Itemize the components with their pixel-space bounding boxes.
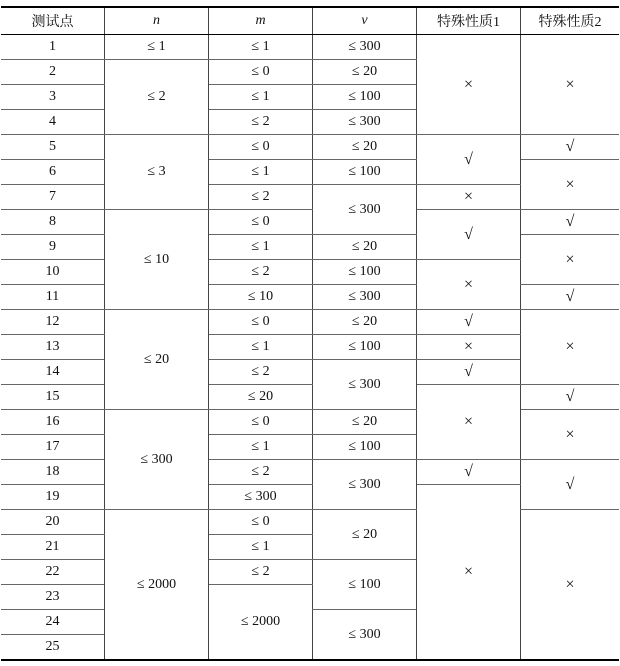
test-data-table [1,6,619,661]
header-v: v [313,7,417,35]
v-bound: ≤ 300 [313,35,417,60]
test-point-id: 18 [1,460,105,485]
v-bound: ≤ 20 [313,135,417,160]
property-2-cell: × [521,235,620,285]
v-bound: ≤ 20 [313,60,417,85]
property-1-cell: × [417,485,521,661]
m-bound: ≤ 1 [209,160,313,185]
property-2-cell: √ [521,285,620,310]
test-point-id: 13 [1,335,105,360]
table-row [1,35,619,60]
test-point-id: 15 [1,385,105,410]
test-point-id: 14 [1,360,105,385]
property-2-cell: × [521,35,620,135]
table-row [1,235,619,260]
n-bound: ≤ 1 [105,35,209,60]
m-bound: ≤ 2000 [209,585,313,661]
m-bound: ≤ 2 [209,560,313,585]
table-row [1,210,619,235]
v-bound: ≤ 300 [313,110,417,135]
v-bound: ≤ 100 [313,560,417,610]
test-point-id: 12 [1,310,105,335]
property-2-cell: √ [521,385,620,410]
test-point-id: 8 [1,210,105,235]
m-bound: ≤ 0 [209,60,313,85]
v-bound: ≤ 100 [313,335,417,360]
m-bound: ≤ 2 [209,360,313,385]
test-point-id: 17 [1,435,105,460]
m-bound: ≤ 1 [209,435,313,460]
v-bound: ≤ 100 [313,435,417,460]
m-bound: ≤ 300 [209,485,313,510]
m-bound: ≤ 0 [209,210,313,235]
test-point-id: 3 [1,85,105,110]
table-row [1,285,619,310]
table-row [1,385,619,410]
test-point-id: 6 [1,160,105,185]
property-1-cell: × [417,260,521,310]
property-2-cell: × [521,160,620,210]
property-1-cell: × [417,185,521,210]
test-point-id: 2 [1,60,105,85]
n-bound: ≤ 10 [105,210,209,310]
n-bound: ≤ 300 [105,410,209,510]
v-bound: ≤ 100 [313,85,417,110]
test-point-id: 1 [1,35,105,60]
property-2-cell: × [521,410,620,460]
n-bound: ≤ 20 [105,310,209,410]
test-point-id: 11 [1,285,105,310]
table-row [1,410,619,435]
m-bound: ≤ 0 [209,410,313,435]
v-bound: ≤ 100 [313,260,417,285]
v-bound: ≤ 20 [313,410,417,435]
table-row [1,135,619,160]
header-m: m [209,7,313,35]
n-bound: ≤ 2 [105,60,209,135]
v-bound: ≤ 20 [313,510,417,560]
test-point-id: 5 [1,135,105,160]
test-point-id: 9 [1,235,105,260]
m-bound: ≤ 0 [209,510,313,535]
test-point-id: 16 [1,410,105,435]
test-point-id: 4 [1,110,105,135]
property-2-cell: √ [521,210,620,235]
property-1-cell: √ [417,460,521,485]
v-bound: ≤ 20 [313,235,417,260]
header-property-1: 特殊性质1 [417,7,521,35]
test-point-id: 10 [1,260,105,285]
test-point-id: 23 [1,585,105,610]
v-bound: ≤ 300 [313,185,417,235]
property-1-cell: √ [417,135,521,185]
m-bound: ≤ 2 [209,460,313,485]
header-row [1,7,619,35]
test-point-id: 19 [1,485,105,510]
property-2-cell: √ [521,135,620,160]
property-1-cell: × [417,385,521,460]
v-bound: ≤ 300 [313,460,417,510]
test-point-id: 7 [1,185,105,210]
test-point-id: 21 [1,535,105,560]
table-row [1,460,619,485]
property-1-cell: × [417,335,521,360]
n-bound: ≤ 2000 [105,510,209,661]
header-n: n [105,7,209,35]
property-1-cell: √ [417,360,521,385]
table-row [1,310,619,335]
m-bound: ≤ 1 [209,335,313,360]
v-bound: ≤ 20 [313,310,417,335]
table-row [1,160,619,185]
v-bound: ≤ 300 [313,285,417,310]
property-1-cell: × [417,35,521,135]
property-2-cell: × [521,510,620,661]
m-bound: ≤ 1 [209,235,313,260]
m-bound: ≤ 2 [209,110,313,135]
test-point-id: 22 [1,560,105,585]
m-bound: ≤ 1 [209,85,313,110]
m-bound: ≤ 20 [209,385,313,410]
m-bound: ≤ 2 [209,185,313,210]
header-property-2: 特殊性质2 [521,7,620,35]
m-bound: ≤ 2 [209,260,313,285]
property-1-cell: √ [417,310,521,335]
m-bound: ≤ 0 [209,310,313,335]
test-point-id: 24 [1,610,105,635]
table-row [1,510,619,535]
v-bound: ≤ 300 [313,610,417,661]
property-2-cell: √ [521,460,620,510]
v-bound: ≤ 300 [313,360,417,410]
v-bound: ≤ 100 [313,160,417,185]
property-1-cell: √ [417,210,521,260]
header-test-point: 测试点 [1,7,105,35]
test-point-id: 25 [1,635,105,661]
m-bound: ≤ 10 [209,285,313,310]
m-bound: ≤ 1 [209,535,313,560]
test-point-id: 20 [1,510,105,535]
m-bound: ≤ 1 [209,35,313,60]
m-bound: ≤ 0 [209,135,313,160]
property-2-cell: × [521,310,620,385]
n-bound: ≤ 3 [105,135,209,210]
